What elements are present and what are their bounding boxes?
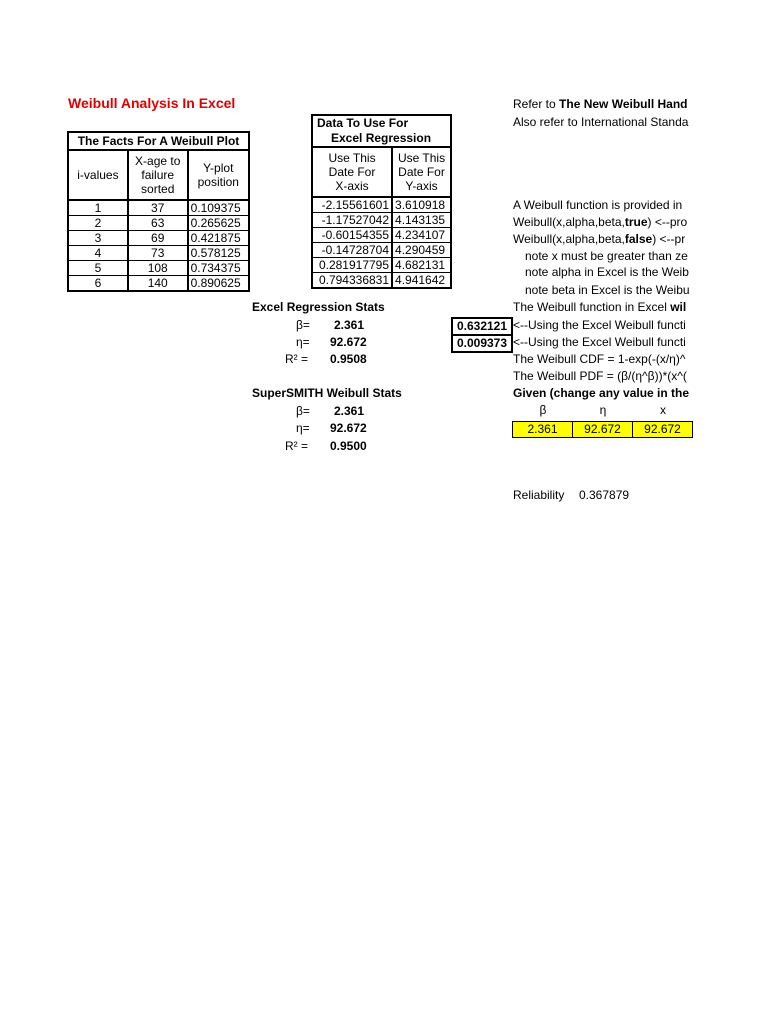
reliability-label: Reliability	[513, 488, 565, 502]
smith-eta-label: η=	[296, 421, 310, 435]
smith-r2-value: 0.9500	[330, 439, 367, 453]
given-header-eta: η	[599, 403, 607, 417]
excel-eta-value: 92.672	[330, 335, 367, 349]
i-value-cell: 1	[68, 200, 128, 216]
header-i-values: i-values	[68, 150, 128, 200]
header-x-age: X-age to failure sorted	[128, 150, 188, 200]
regression-table-row	[312, 273, 451, 289]
function-will-line	[513, 300, 768, 315]
using-line-1: <--Using the Excel Weibull functi	[513, 318, 686, 332]
given-x-input[interactable]: 92.672	[632, 421, 693, 438]
note-x: note x must be greater than ze	[525, 249, 688, 263]
func-true-prefix: Weibull(x,alpha,beta,	[513, 215, 625, 229]
regression-table-row	[312, 197, 451, 213]
x-axis-cell: -1.17527042	[312, 213, 392, 228]
x-age-cell: 108	[128, 261, 188, 276]
ref1-prefix: Refer to	[513, 97, 560, 111]
cdf-formula: The Weibull CDF = 1-exp(-(x/η)^	[513, 352, 686, 366]
function-false-line	[513, 232, 768, 247]
x-axis-cell: -0.14728704	[312, 243, 392, 258]
given-heading: Given (change any value in the	[513, 386, 690, 400]
regression-table-row	[312, 243, 451, 258]
facts-table-row	[68, 216, 249, 231]
y-plot-cell: 0.109375	[188, 200, 249, 216]
excel-eta-label: η=	[296, 335, 310, 349]
func-false-prefix: Weibull(x,alpha,beta,	[513, 232, 625, 246]
facts-table-row	[68, 261, 249, 276]
given-header-x: x	[660, 403, 666, 417]
excel-r2-value: 0.9508	[330, 352, 367, 366]
y-axis-cell: 4.234107	[392, 228, 451, 243]
i-value-cell: 3	[68, 231, 128, 246]
note-alpha: note alpha in Excel is the Weib	[525, 265, 689, 279]
func-true-suffix: ) <--pro	[647, 215, 688, 229]
regression-table-row	[312, 213, 451, 228]
y-axis-cell: 4.941642	[392, 273, 451, 289]
reference-line-2: Also refer to International Standa	[513, 115, 689, 129]
reference-line-1	[513, 97, 768, 112]
y-axis-cell: 4.290459	[392, 243, 451, 258]
function-intro: A Weibull function is provided in	[513, 198, 683, 212]
given-beta-input[interactable]: 2.361	[512, 421, 573, 438]
x-age-cell: 140	[128, 276, 188, 292]
x-age-cell: 63	[128, 216, 188, 231]
header-y-plot: Y-plot position	[188, 150, 249, 200]
facts-table-row	[68, 200, 249, 216]
facts-table-row	[68, 231, 249, 246]
x-age-cell: 69	[128, 231, 188, 246]
func-false-suffix: ) <--pr	[652, 232, 686, 246]
smith-beta-value: 2.361	[334, 404, 365, 418]
regression-data-table	[311, 114, 452, 289]
x-axis-cell: -0.60154355	[312, 228, 392, 243]
smith-beta-label: β=	[296, 404, 310, 418]
x-axis-cell: 0.281917795	[312, 258, 392, 273]
x-axis-cell: -2.15561601	[312, 197, 392, 213]
y-plot-cell: 0.578125	[188, 246, 249, 261]
y-plot-cell: 0.421875	[188, 231, 249, 246]
excel-stats-heading: Excel Regression Stats	[252, 300, 385, 314]
y-plot-cell: 0.265625	[188, 216, 249, 231]
y-axis-cell: 3.610918	[392, 197, 451, 213]
using-line-2: <--Using the Excel Weibull functi	[513, 335, 686, 349]
excel-beta-label: β=	[296, 318, 310, 332]
facts-table-row	[68, 246, 249, 261]
function-true-line	[513, 215, 768, 230]
x-axis-cell: 0.794336831	[312, 273, 392, 289]
smith-eta-value: 92.672	[330, 421, 367, 435]
facts-table-caption: The Facts For A Weibull Plot	[68, 132, 249, 150]
y-plot-cell: 0.734375	[188, 261, 249, 276]
facts-table	[67, 131, 250, 292]
excel-beta-value: 2.361	[334, 318, 365, 332]
smith-r2-label: R² =	[285, 439, 309, 453]
i-value-cell: 5	[68, 261, 128, 276]
sheet-title: Weibull Analysis In Excel	[68, 95, 236, 111]
y-axis-cell: 4.682131	[392, 258, 451, 273]
regression-table-caption	[312, 115, 451, 147]
reliability-value: 0.367879	[579, 488, 630, 502]
weibull-pdf-result: 0.009373	[451, 334, 513, 353]
will-prefix: The Weibull function in Excel	[513, 300, 671, 314]
smith-stats-heading: SuperSMITH Weibull Stats	[252, 386, 402, 400]
regression-table-row	[312, 258, 451, 273]
func-true-bold: true	[624, 215, 648, 229]
y-axis-cell: 4.143135	[392, 213, 451, 228]
will-bold: wil	[670, 300, 687, 314]
facts-table-row	[68, 276, 249, 292]
caption-line2: Excel Regression	[331, 131, 432, 145]
header-x-axis: Use This Date For X-axis	[312, 147, 392, 197]
i-value-cell: 2	[68, 216, 128, 231]
header-y-axis: Use This Date For Y-axis	[392, 147, 451, 197]
pdf-formula: The Weibull PDF = (β/(η^β))*(x^(	[513, 369, 687, 383]
weibull-cdf-result: 0.632121	[451, 317, 513, 336]
x-age-cell: 73	[128, 246, 188, 261]
regression-table-row	[312, 228, 451, 243]
given-header-beta: β	[539, 403, 547, 417]
excel-r2-label: R² =	[285, 352, 309, 366]
i-value-cell: 6	[68, 276, 128, 292]
note-beta: note beta in Excel is the Weibu	[525, 283, 690, 297]
y-plot-cell: 0.890625	[188, 276, 249, 292]
caption-line1: Data To Use For	[317, 116, 409, 130]
given-eta-input[interactable]: 92.672	[572, 421, 633, 438]
i-value-cell: 4	[68, 246, 128, 261]
ref1-book-title: The New Weibull Hand	[559, 97, 688, 111]
func-false-bold: false	[624, 232, 653, 246]
x-age-cell: 37	[128, 200, 188, 216]
